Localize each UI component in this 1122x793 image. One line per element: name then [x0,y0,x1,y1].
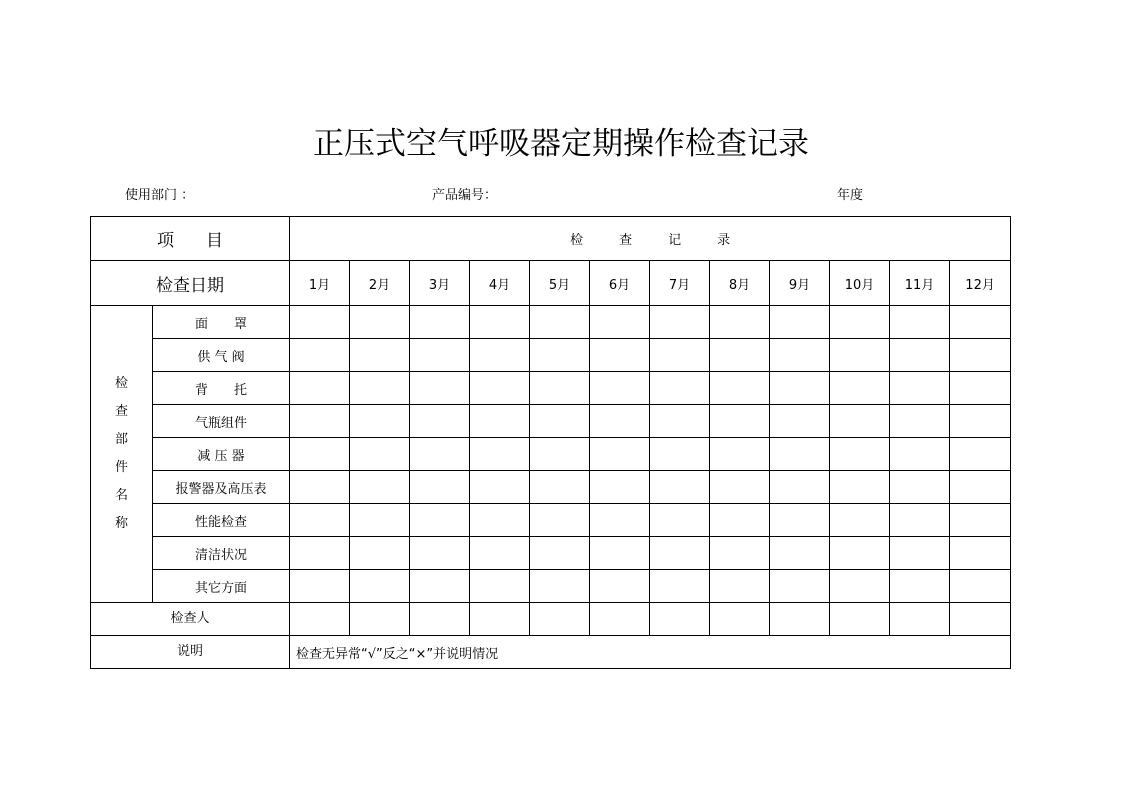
check-cell[interactable] [950,570,1011,603]
check-cell[interactable] [530,405,590,438]
inspector-cell[interactable] [410,603,470,636]
check-cell[interactable] [410,438,470,471]
inspector-cell[interactable] [770,603,830,636]
check-cell[interactable] [650,570,710,603]
item-header: 项目 [91,217,290,261]
check-cell[interactable] [710,306,770,339]
part-name: 背 托 [153,372,290,405]
check-cell[interactable] [710,537,770,570]
check-cell[interactable] [770,306,830,339]
check-cell[interactable] [710,471,770,504]
inspector-cell[interactable] [530,603,590,636]
check-cell[interactable] [830,570,890,603]
check-cell[interactable] [890,504,950,537]
check-cell[interactable] [710,438,770,471]
date-row [91,261,1011,306]
check-cell[interactable] [410,471,470,504]
part-name: 其它方面 [153,570,290,603]
check-cell[interactable] [770,405,830,438]
check-cell[interactable] [950,339,1011,372]
month-header: 2月 [350,261,410,306]
check-cell[interactable] [710,570,770,603]
product-number-label: 产品编号： [432,188,498,203]
part-name: 面 罩 [153,306,290,339]
inspector-cell[interactable] [290,603,350,636]
check-cell[interactable] [950,438,1011,471]
check-cell[interactable] [290,570,350,603]
check-cell[interactable] [470,339,530,372]
month-header: 1月 [290,261,350,306]
check-cell[interactable] [470,504,530,537]
check-cell[interactable] [830,504,890,537]
check-cell[interactable] [710,372,770,405]
check-cell[interactable] [770,570,830,603]
check-cell[interactable] [590,306,650,339]
check-cell[interactable] [530,570,590,603]
inspector-cell[interactable] [890,603,950,636]
check-cell[interactable] [410,570,470,603]
check-cell[interactable] [410,405,470,438]
check-cell[interactable] [890,537,950,570]
check-cell[interactable] [770,504,830,537]
check-cell[interactable] [470,471,530,504]
check-cell[interactable] [890,471,950,504]
part-name: 性能检查 [153,504,290,537]
check-cell[interactable] [470,438,530,471]
month-header: 9月 [770,261,830,306]
check-cell[interactable] [530,537,590,570]
check-cell[interactable] [290,372,350,405]
check-cell[interactable] [830,438,890,471]
check-cell[interactable] [830,471,890,504]
check-cell[interactable] [950,306,1011,339]
part-name: 气瓶组件 [153,405,290,438]
check-cell[interactable] [410,537,470,570]
check-cell[interactable] [590,405,650,438]
part-row [91,570,1011,603]
check-cell[interactable] [530,438,590,471]
part-row [91,372,1011,405]
part-group-label: 检 查 部 件 名 称 [91,306,153,603]
inspector-cell[interactable] [950,603,1011,636]
part-row [91,537,1011,570]
check-cell[interactable] [590,339,650,372]
check-cell[interactable] [890,570,950,603]
check-cell[interactable] [770,471,830,504]
part-row [91,339,1011,372]
department-label: 使用部门 ： [125,188,195,203]
check-cell[interactable] [950,405,1011,438]
check-cell[interactable] [890,405,950,438]
record-header: 检查记录 [290,217,1011,261]
inspector-label: 检查人 [91,603,290,636]
part-row [91,306,1011,339]
check-cell[interactable] [890,339,950,372]
part-row [91,438,1011,471]
note-label: 说明 [91,636,290,669]
check-cell[interactable] [770,438,830,471]
month-header: 5月 [530,261,590,306]
check-cell[interactable] [350,537,410,570]
part-name: 供 气 阀 [153,339,290,372]
inspector-cell[interactable] [470,603,530,636]
year-label: 年度 [837,188,864,203]
part-row [91,504,1011,537]
check-cell[interactable] [650,471,710,504]
check-cell[interactable] [410,504,470,537]
check-cell[interactable] [350,306,410,339]
check-cell[interactable] [350,339,410,372]
check-cell[interactable] [890,372,950,405]
check-cell[interactable] [650,372,710,405]
inspector-cell[interactable] [830,603,890,636]
check-cell[interactable] [470,405,530,438]
part-name: 减 压 器 [153,438,290,471]
check-cell[interactable] [290,537,350,570]
check-cell[interactable] [710,504,770,537]
check-cell[interactable] [590,471,650,504]
check-cell[interactable] [350,471,410,504]
check-cell[interactable] [530,471,590,504]
check-cell[interactable] [470,537,530,570]
inspector-cell[interactable] [350,603,410,636]
check-cell[interactable] [770,372,830,405]
document-title: 正压式空气呼吸器定期操作检查记录 [313,126,809,162]
check-cell[interactable] [950,537,1011,570]
check-cell[interactable] [530,306,590,339]
check-cell[interactable] [410,339,470,372]
check-cell[interactable] [650,306,710,339]
check-cell[interactable] [890,438,950,471]
inspector-cell[interactable] [590,603,650,636]
part-name: 清洁状况 [153,537,290,570]
inspector-cell[interactable] [650,603,710,636]
month-header: 8月 [710,261,770,306]
check-cell[interactable] [350,504,410,537]
check-cell[interactable] [290,504,350,537]
check-cell[interactable] [290,405,350,438]
check-cell[interactable] [590,537,650,570]
month-header: 10月 [830,261,890,306]
check-cell[interactable] [590,438,650,471]
check-cell[interactable] [950,504,1011,537]
check-cell[interactable] [710,405,770,438]
check-cell[interactable] [650,504,710,537]
check-cell[interactable] [350,372,410,405]
check-cell[interactable] [770,537,830,570]
inspection-record-table [90,216,1011,669]
check-cell[interactable] [350,438,410,471]
inspector-row [91,603,1011,636]
check-cell[interactable] [530,339,590,372]
check-cell[interactable] [590,504,650,537]
check-cell[interactable] [290,471,350,504]
check-cell[interactable] [890,306,950,339]
check-cell[interactable] [470,306,530,339]
inspector-cell[interactable] [710,603,770,636]
check-cell[interactable] [830,306,890,339]
check-cell[interactable] [530,504,590,537]
check-cell[interactable] [830,537,890,570]
note-text: 检查无异常“√”反之“×”并说明情况 [290,636,1011,669]
check-cell[interactable] [350,405,410,438]
month-header: 12月 [950,261,1011,306]
check-cell[interactable] [950,372,1011,405]
part-row [91,471,1011,504]
check-cell[interactable] [290,306,350,339]
check-cell[interactable] [410,306,470,339]
date-label: 检查日期 [91,261,290,306]
check-cell[interactable] [470,570,530,603]
check-cell[interactable] [650,537,710,570]
part-name: 报警器及高压表 [153,471,290,504]
note-row [91,636,1011,669]
month-header: 4月 [470,261,530,306]
check-cell[interactable] [650,339,710,372]
check-cell[interactable] [830,372,890,405]
month-header: 7月 [650,261,710,306]
month-header: 11月 [890,261,950,306]
check-cell[interactable] [830,339,890,372]
check-cell[interactable] [470,372,530,405]
check-cell[interactable] [410,372,470,405]
check-cell[interactable] [710,339,770,372]
month-header: 3月 [410,261,470,306]
header-row [91,217,1011,261]
check-cell[interactable] [650,438,710,471]
check-cell[interactable] [290,438,350,471]
part-row [91,405,1011,438]
check-cell[interactable] [590,372,650,405]
check-cell[interactable] [530,372,590,405]
check-cell[interactable] [350,570,410,603]
check-cell[interactable] [770,339,830,372]
check-cell[interactable] [590,570,650,603]
check-cell[interactable] [830,405,890,438]
check-cell[interactable] [950,471,1011,504]
check-cell[interactable] [290,339,350,372]
month-header: 6月 [590,261,650,306]
check-cell[interactable] [650,405,710,438]
